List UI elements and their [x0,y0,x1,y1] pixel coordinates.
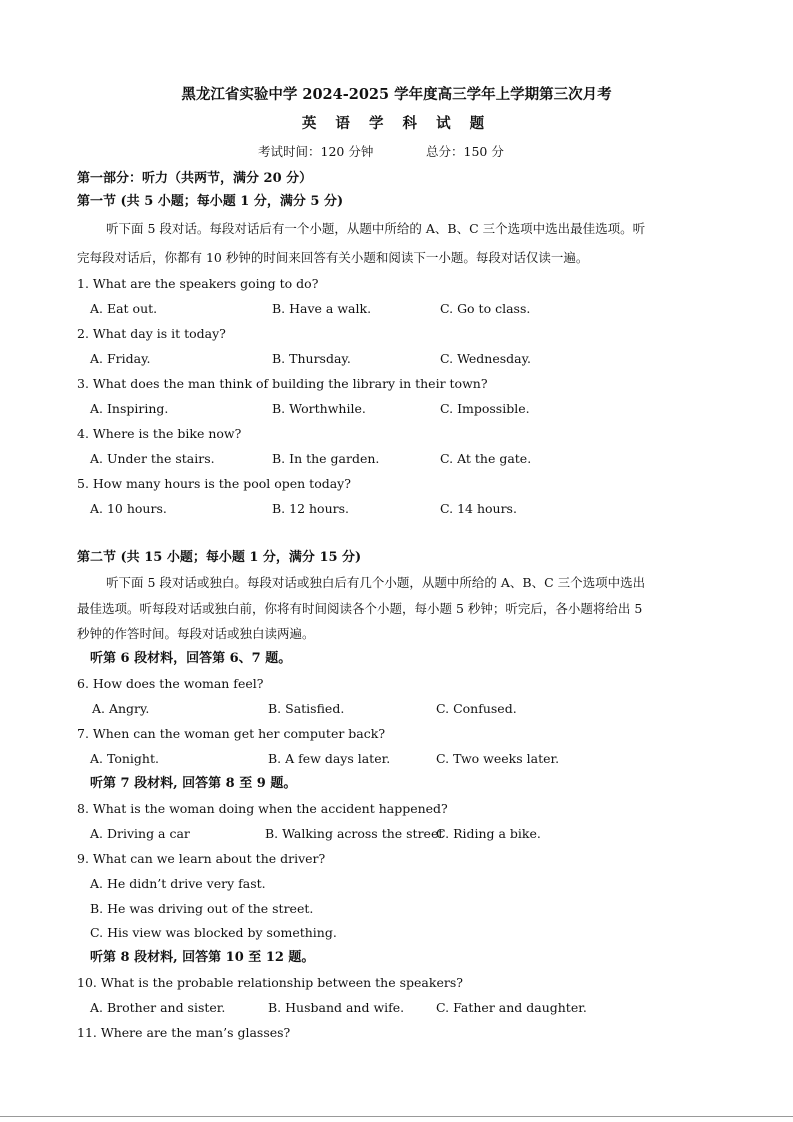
material-7-heading: 听第 7 段材料, 回答第 8 至 9 题。 [90,776,297,791]
q4-option-a: A. Under the stairs. [90,451,215,466]
q9-option-c: C. His view was blocked by something. [90,925,337,940]
q8-option-b: B. Walking across the street [265,826,444,841]
section2-heading: 第二节 (共 15 小题；每小题 1 分，满分 15 分) [77,550,362,565]
q1-option-c: C. Go to class. [440,301,531,316]
material-6-heading: 听第 6 段材料，回答第 6、7 题。 [90,651,292,666]
page-bottom-rule [0,1116,793,1117]
question-9: 9. What can we learn about the driver? [77,851,326,866]
question-3: 3. What does the man think of building the library in their town? [77,376,488,391]
q9-option-a: A. He didn’t drive very fast. [90,876,266,891]
q6-option-b: B. Satisfied. [268,701,345,716]
question-4: 4. Where is the bike now? [77,426,242,441]
q6-option-c: C. Confused. [436,701,517,716]
section2-instruction-2: 最佳选项。听每段对话或独白前，你将有时间阅读各个小题，每小题 5 秒钟；听完后，各小题将给出 5 [77,601,643,616]
subject-title: 英 语 学 科 试 题 [301,115,492,132]
section1-instruction-2: 完每段对话后，你都有 10 秒钟的时间来回答有关小题和阅读下一小题。每段对话仅读一遍。 [77,250,589,265]
q3-option-c: C. Impossible. [440,401,530,416]
question-5: 5. How many hours is the pool open today? [77,476,351,491]
q4-option-c: C. At the gate. [440,451,532,466]
section2-instruction-3: 秒钟的作答时间。每段对话或独白读两遍。 [77,626,315,641]
q1-option-b: B. Have a walk. [272,301,372,316]
q7-option-a: A. Tonight. [90,751,159,766]
q2-option-a: A. Friday. [90,351,151,366]
q9-option-b: B. He was driving out of the street. [90,901,314,916]
q10-option-a: A. Brother and sister. [90,1000,226,1015]
question-7: 7. When can the woman get her computer back? [77,726,386,741]
material-8-heading: 听第 8 段材料, 回答第 10 至 12 题。 [90,950,315,965]
q3-option-a: A. Inspiring. [90,401,169,416]
q7-option-c: C. Two weeks later. [436,751,560,766]
q2-option-c: C. Wednesday. [440,351,531,366]
question-2: 2. What day is it today? [77,326,226,341]
exam-title: 黑龙江省实验中学 2024-2025 学年度高三学年上学期第三次月考 [181,86,612,103]
part1-heading: 第一部分：听力（共两节，满分 20 分） [77,171,313,186]
question-11: 11. Where are the man’s glasses? [77,1025,291,1040]
q8-option-c: C. Riding a bike. [436,826,541,841]
question-8: 8. What is the woman doing when the accident happened? [77,801,448,816]
question-6: 6. How does the woman feel? [77,676,264,691]
q10-option-c: C. Father and daughter. [436,1000,587,1015]
exam-time: 考试时间：120 分钟 [258,144,374,159]
q6-option-a: A. Angry. [92,701,150,716]
q5-option-c: C. 14 hours. [440,501,517,516]
q4-option-b: B. In the garden. [272,451,380,466]
q3-option-b: B. Worthwhile. [272,401,366,416]
section1-instruction-1: 听下面 5 段对话。每段对话后有一个小题，从题中所给的 A、B、C 三个选项中选出最佳选项。听 [106,221,646,236]
q7-option-b: B. A few days later. [268,751,391,766]
total-score: 总分：150 分 [426,144,504,159]
q1-option-a: A. Eat out. [90,301,158,316]
section2-instruction-1: 听下面 5 段对话或独白。每段对话或独白后有几个小题，从题中所给的 A、B、C 三个选项中选出 [106,575,646,590]
question-1: 1. What are the speakers going to do? [77,276,319,291]
question-10: 10. What is the probable relationship between the speakers? [77,975,463,990]
q2-option-b: B. Thursday. [272,351,351,366]
q8-option-a: A. Driving a car [90,826,190,841]
q5-option-b: B. 12 hours. [272,501,350,516]
q5-option-a: A. 10 hours. [90,501,167,516]
section1-heading: 第一节 (共 5 小题；每小题 1 分，满分 5 分) [77,194,344,209]
q10-option-b: B. Husband and wife. [268,1000,405,1015]
